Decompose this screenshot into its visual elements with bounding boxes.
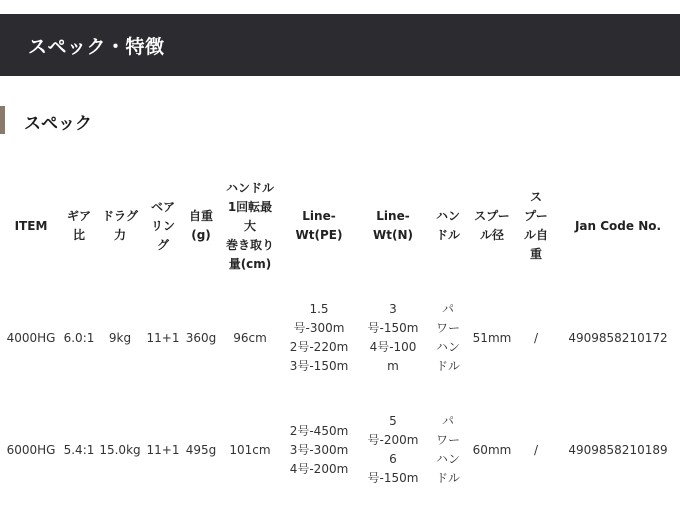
table-cell <box>358 282 428 394</box>
table-cell <box>280 282 358 394</box>
table-cell <box>428 282 468 394</box>
col-header-line-pe <box>280 170 358 282</box>
table-cell <box>182 282 220 394</box>
col-header-label: Line- Wt(PE) <box>295 209 343 242</box>
col-header-label: 自重 (g) <box>188 209 213 242</box>
cell-value: パ ワー ハン ドル <box>435 414 460 485</box>
cell-value: 1.5 号-300m 2号-220m 3号-150m <box>289 302 349 373</box>
col-header-label: ス プー ル自 重 <box>523 190 548 261</box>
table-cell <box>516 282 556 394</box>
table-cell <box>280 394 358 506</box>
table-row <box>0 282 680 394</box>
col-header-spool-dia <box>468 170 516 282</box>
spec-table <box>0 170 680 506</box>
cell-value: 5.4:1 <box>63 442 95 457</box>
cell-value: パ ワー ハン ドル <box>435 302 460 373</box>
cell-value: 5 号-200m 6 号-150m <box>367 414 419 485</box>
col-header-label: ベア リン グ <box>150 199 175 252</box>
col-header-item <box>0 170 62 282</box>
table-cell <box>468 394 516 506</box>
col-header-label: ハン ドル <box>435 209 460 242</box>
col-header-label: Jan Code No. <box>574 218 662 233</box>
cell-value: 6.0:1 <box>63 330 95 345</box>
cell-value: 96cm <box>233 330 267 345</box>
col-header-label: スプー ル径 <box>474 209 510 242</box>
col-header-handle <box>428 170 468 282</box>
table-cell <box>468 282 516 394</box>
table-cell <box>0 394 62 506</box>
cell-value: / <box>533 442 539 457</box>
cell-value: 3 号-150m 4号-100 m <box>367 302 419 373</box>
col-header-bearing <box>144 170 182 282</box>
table-cell <box>358 394 428 506</box>
col-header-jan <box>556 170 680 282</box>
col-header-retrieve <box>220 170 280 282</box>
cell-value: 11+1 <box>146 330 180 345</box>
col-header-weight <box>182 170 220 282</box>
table-cell <box>62 394 96 506</box>
cell-value: 101cm <box>229 442 271 457</box>
table-cell <box>428 394 468 506</box>
cell-value: 60mm <box>472 442 512 457</box>
table-row <box>0 394 680 506</box>
table-cell <box>220 394 280 506</box>
cell-value: 9kg <box>108 330 132 345</box>
table-cell <box>556 282 680 394</box>
cell-value: 4909858210172 <box>568 330 668 345</box>
section-title: スペック <box>24 114 92 134</box>
table-cell <box>516 394 556 506</box>
table-cell <box>144 394 182 506</box>
cell-value: 11+1 <box>146 442 180 457</box>
table-cell <box>0 282 62 394</box>
section-accent-bar <box>0 106 5 134</box>
table-cell <box>556 394 680 506</box>
col-header-gear-ratio <box>62 170 96 282</box>
table-cell <box>182 394 220 506</box>
col-header-line-n <box>358 170 428 282</box>
col-header-spool-weight <box>516 170 556 282</box>
cell-value: 495g <box>185 442 217 457</box>
cell-value: 15.0kg <box>99 442 141 457</box>
col-header-label: Line- Wt(N) <box>373 209 413 242</box>
cell-value: 360g <box>185 330 217 345</box>
col-header-drag <box>96 170 144 282</box>
col-header-label: ITEM <box>14 218 48 233</box>
col-header-label: ギア 比 <box>66 209 91 242</box>
cell-value: / <box>533 330 539 345</box>
page-header <box>0 14 680 76</box>
page-title: スペック・特徴 <box>28 36 165 58</box>
table-cell <box>62 282 96 394</box>
table-header-row <box>0 170 680 282</box>
cell-value: 4909858210189 <box>568 442 668 457</box>
table-cell <box>144 282 182 394</box>
table-cell <box>96 282 144 394</box>
cell-value: 4000HG <box>6 330 56 345</box>
section-heading <box>0 106 300 134</box>
cell-value: 6000HG <box>6 442 56 457</box>
col-header-label: ハンドル 1回転最 大 巻き取り 量(cm) <box>225 180 274 271</box>
table-cell <box>96 394 144 506</box>
table-cell <box>220 282 280 394</box>
col-header-label: ドラグ 力 <box>101 209 138 242</box>
cell-value: 51mm <box>472 330 512 345</box>
cell-value: 2号-450m 3号-300m 4号-200m <box>289 423 349 476</box>
